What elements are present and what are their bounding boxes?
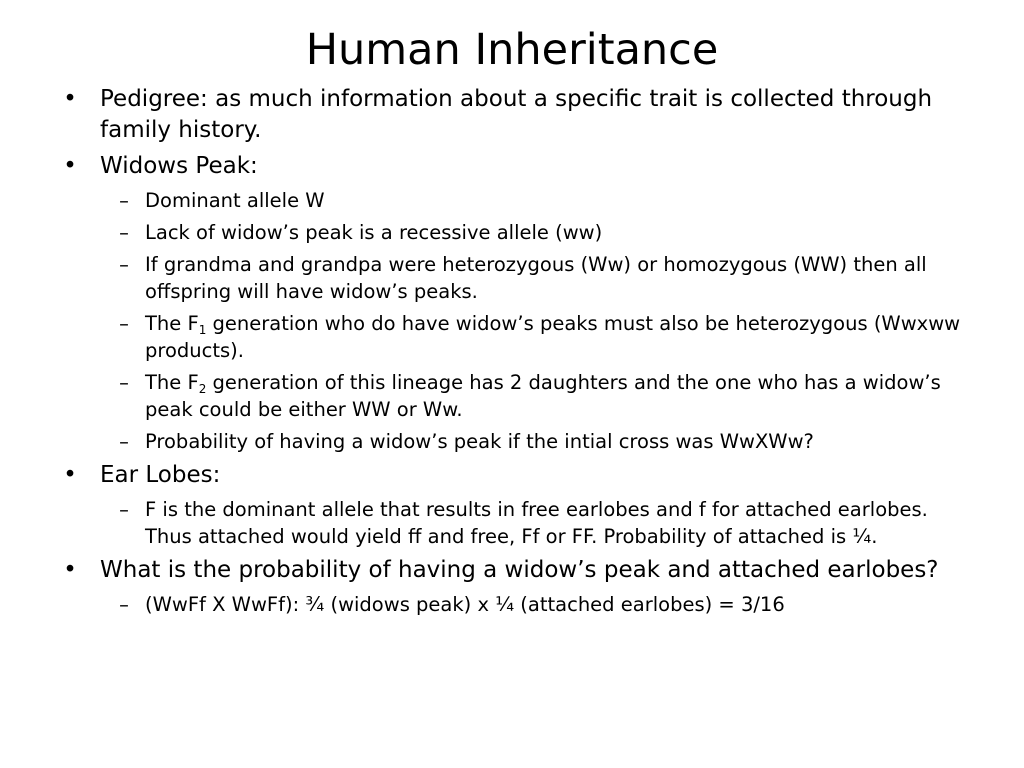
ear-lobes-sublist xyxy=(60,496,965,550)
slide-content xyxy=(60,84,965,623)
sub-item-text xyxy=(145,312,960,362)
dash-marker: – xyxy=(119,189,129,212)
bullet-marker: • xyxy=(63,462,77,488)
sub-item-text: If grandma and grandpa were heterozygous (Ww) or homozygous (WW) then all offspring will have widow’s peaks. xyxy=(145,253,927,303)
bullet-text: Pedigree: as much information about a specific trait is collected through family history. xyxy=(100,86,933,143)
sub-item-text: (WwFf X WwFf): ¾ (widows peak) x ¼ (attached earlobes) = 3/16 xyxy=(145,593,785,616)
sub-item-text: Lack of widow’s peak is a recessive allele (ww) xyxy=(145,221,603,244)
bullet-marker: • xyxy=(63,153,77,179)
text-fragment: The F xyxy=(145,312,199,335)
bullet-item-widows-peak xyxy=(60,151,965,182)
bullet-text: Ear Lobes: xyxy=(100,462,221,488)
subscript: 2 xyxy=(198,382,207,396)
dash-marker: – xyxy=(119,593,129,616)
dash-marker: – xyxy=(119,253,129,276)
widows-peak-sublist xyxy=(60,187,965,455)
sub-item-text: F is the dominant allele that results in free earlobes and f for attached earlobes. Thus attached would yield ff and free, Ff or FF. Probability of attached is ¼. xyxy=(145,498,928,548)
sub-item xyxy=(60,310,965,364)
sub-item xyxy=(60,428,965,455)
sub-item-text xyxy=(145,371,941,421)
sub-item-text: Probability of having a widow’s peak if the intial cross was WwXWw? xyxy=(145,430,814,453)
dash-marker: – xyxy=(119,312,129,335)
bullet-marker: • xyxy=(63,86,77,112)
sub-item xyxy=(60,496,965,550)
bullet-item-ear-lobes xyxy=(60,460,965,491)
bullet-text: What is the probability of having a widow’s peak and attached earlobes? xyxy=(100,557,939,583)
bullet-text: Widows Peak: xyxy=(100,153,258,179)
subscript: 1 xyxy=(198,323,207,337)
dash-marker: – xyxy=(119,430,129,453)
sub-item xyxy=(60,187,965,214)
text-fragment: The F xyxy=(145,371,199,394)
text-fragment: generation of this lineage has 2 daughters and the one who has a widow’s peak could be either WW or Ww. xyxy=(145,371,941,421)
sub-item xyxy=(60,591,965,618)
text-fragment: generation who do have widow’s peaks must also be heterozygous (Wwxww products). xyxy=(145,312,961,362)
sub-item-text: Dominant allele W xyxy=(145,189,325,212)
bullet-marker: • xyxy=(63,557,77,583)
slide-title: Human Inheritance xyxy=(305,25,719,75)
bullet-item-pedigree xyxy=(60,84,965,146)
sub-item xyxy=(60,251,965,305)
dash-marker: – xyxy=(119,371,129,394)
sub-item xyxy=(60,219,965,246)
dash-marker: – xyxy=(119,221,129,244)
dash-marker: – xyxy=(119,498,129,521)
probability-sublist xyxy=(60,591,965,618)
bullet-item-probability-question xyxy=(60,555,965,586)
sub-item xyxy=(60,369,965,423)
